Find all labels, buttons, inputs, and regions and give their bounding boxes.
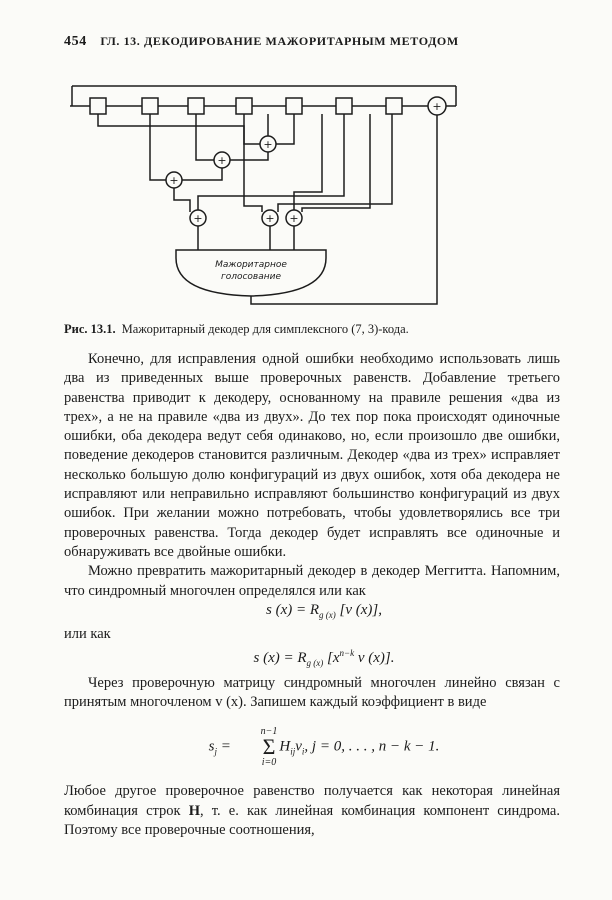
adder-symbol: + — [169, 174, 179, 187]
figure-caption — [64, 322, 409, 337]
adder-symbol: + — [432, 100, 442, 113]
caption-text: Мажоритарный декодер для симплексного (7, 3)-кода. — [121, 322, 409, 336]
running-header — [64, 34, 459, 50]
shift-register-cell-6 — [336, 98, 352, 114]
caption-label: Рис. 13.1. — [64, 322, 116, 336]
vote-label-line1: Мажоритарное — [215, 260, 287, 270]
formula-syndrome-coefficient: $s_j$ = n−1 Σ i=0 $H_{ij}v_i$, j = 0, . . . , n − k − 1. — [208, 726, 440, 769]
shift-register-cell-5 — [286, 98, 302, 114]
or-as-text: или как — [64, 626, 111, 643]
paragraph-4: Любое другое проверочное равенство получается как некоторая линейная комбинация строк H, т. е. как линейная комбинация компонент синдрома. Поэтому все проверочные соотношения, — [64, 783, 560, 838]
running-title: ГЛ. 13. ДЕКОДИРОВАНИЕ МАЖОРИТАРНЫМ МЕТОДОМ — [100, 34, 459, 48]
body-text — [64, 350, 560, 840]
majority-decoder-diagram — [64, 76, 464, 308]
formula-syndrome-2: s $(x) = R_{g (x)}$ [$x^{n-k}$ v (x)]. — [253, 648, 395, 669]
shift-register-cell-1 — [90, 98, 106, 114]
page-number: 454 — [64, 34, 87, 49]
paragraph-1: Конечно, для исправления одной ошибки необходимо использовать лишь два из приведенных выше проверочных равенств. Добавление третьего равенства приводит к декодеру, основанному на правиле решения «два из трех», а не на правиле «два из двух». До тех пор пока происходят одиночные ошибки, оба декодера ведут себя одинаково, но, если произошло две ошибки, поведение декодеров становится различным. Декодер «два из трех» исправляет несколько большую долю конфигураций из двух ошибок, хотя оба декодера не исправляют или неправильно исправляют большинство конфигураций из двух ошибок. При желании можно потребовать, чтобы удовлетворялись все три проверочных равенства. Тогда декодер будет исправлять все одиночные и обнаруживать все двойные ошибки. — [64, 351, 560, 560]
adder-symbol: + — [289, 212, 299, 225]
shift-register-cell-4 — [236, 98, 252, 114]
adder-symbol: + — [263, 138, 273, 151]
formula-syndrome-1: s $(x) = R_{g (x)}$ [v (x)], — [265, 601, 382, 620]
sum-operator: n−1 Σ i=0 — [260, 726, 278, 769]
shift-register-cell-7 — [386, 98, 402, 114]
adder-symbol: + — [193, 212, 203, 225]
adder-symbol: + — [265, 212, 275, 225]
paragraph-2: Можно превратить мажоритарный декодер в декодер Меггитта. Напомним, что синдромный многочлен определялся или как — [64, 563, 560, 599]
vote-label-line2: голосование — [220, 272, 282, 282]
paragraph-3: Через проверочную матрицу синдромный многочлен линейно связан с принятым многочленом v (x). Запишем каждый коэффициент в виде — [64, 674, 560, 711]
adder-symbol: + — [217, 154, 227, 167]
shift-register-cell-3 — [188, 98, 204, 114]
shift-register-cell-2 — [142, 98, 158, 114]
